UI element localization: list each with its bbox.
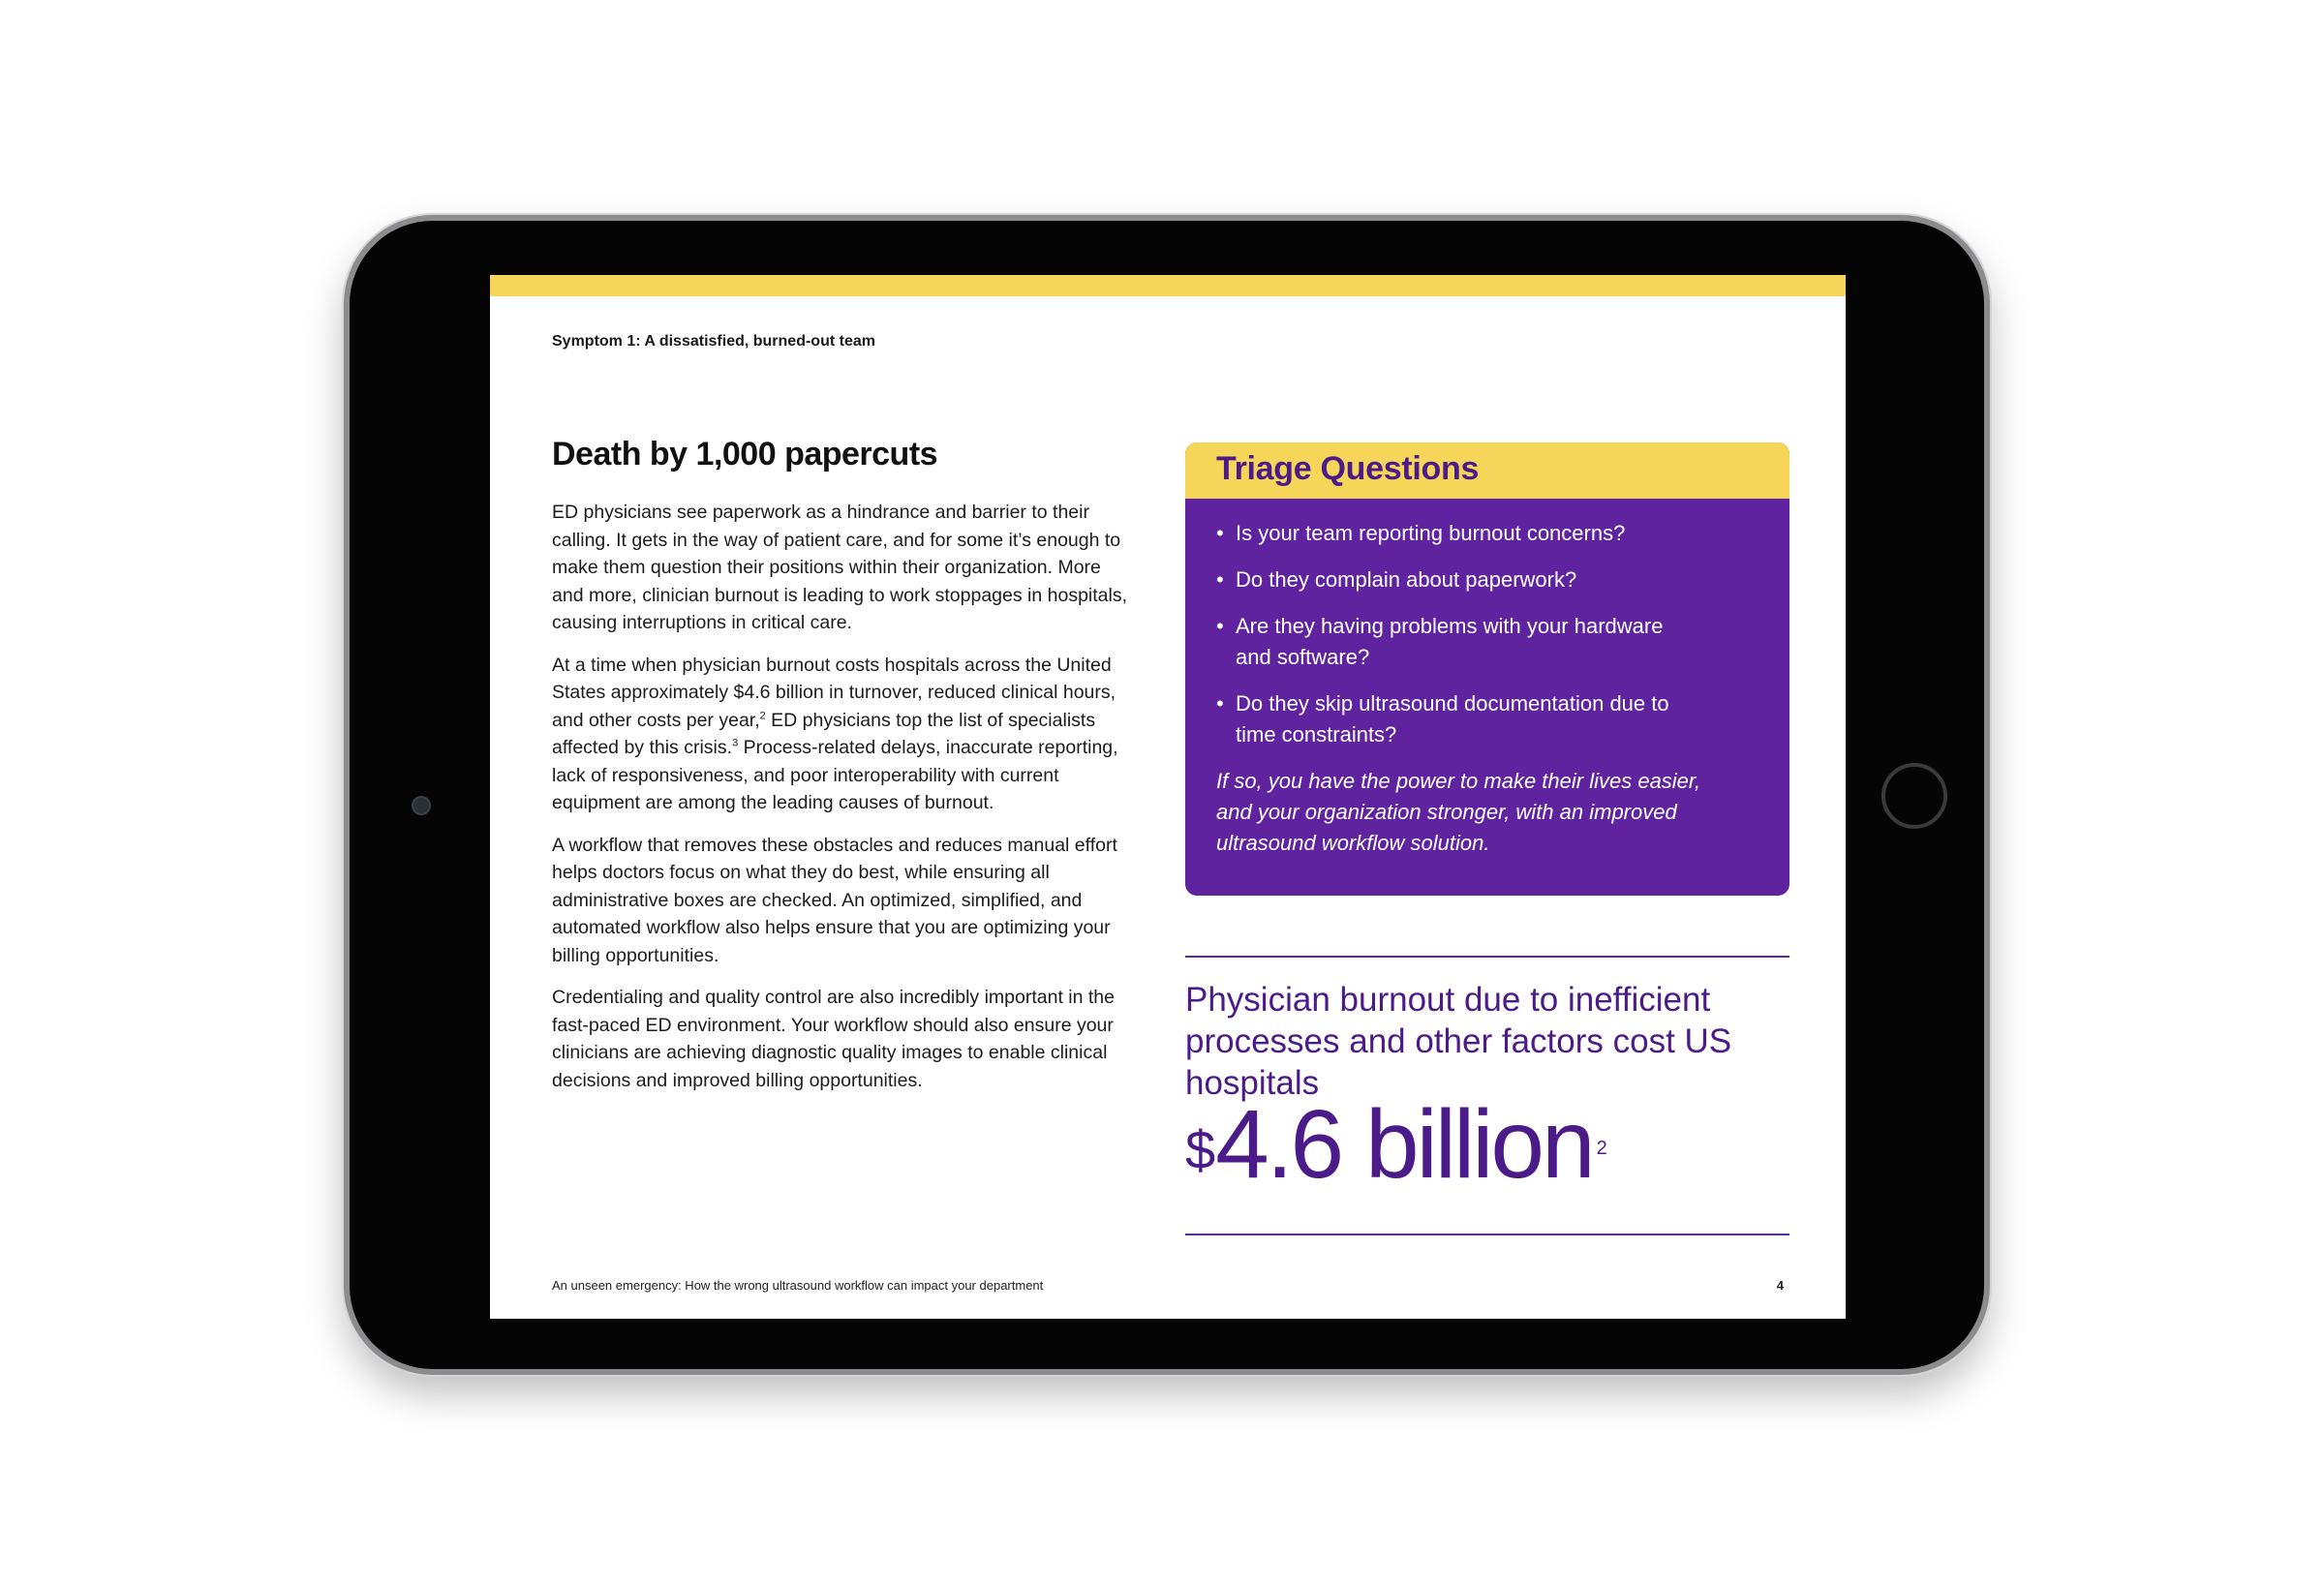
paragraph-1: ED physicians see paperwork as a hindrance and barrier to their calling. It gets in the way of patient care, and for some it’s enough to make them question their positions within their organization. More and more, clinician burnout is leading to work stoppages in hospitals, causing interruptions in critical care.	[552, 502, 1128, 633]
triage-questions-box	[1185, 442, 1789, 896]
page-number: 4	[1776, 1278, 1784, 1293]
paragraph-2-part-c: Process-related delays, inaccurate reporting, lack of responsiveness, and poor interoperability with current equipment are among the leading causes of burnout.	[552, 737, 1118, 813]
bullet-icon: •	[1216, 691, 1224, 716]
bullet-icon: •	[1216, 614, 1224, 638]
triage-question: • Are they having problems with your hardware and software?	[1216, 611, 1693, 673]
tablet-screen	[490, 275, 1846, 1319]
accent-bar	[490, 275, 1846, 296]
triage-question: • Do they skip ultrasound documentation due to time constraints?	[1216, 688, 1693, 750]
divider-bottom	[1185, 1234, 1789, 1235]
article-body	[552, 499, 1133, 1109]
article-title: Death by 1,000 papercuts	[552, 436, 938, 472]
triage-header	[1185, 442, 1789, 499]
footnote-ref: 2	[759, 710, 766, 721]
bullet-icon: •	[1216, 521, 1224, 545]
paragraph-2-part-b: ED physicians top the list of specialists affected by this crisis.	[552, 709, 1096, 758]
paragraph-4: Credentialing and quality control are also incredibly important in the fast-paced ED environment. Your workflow should also ensure your clinicians are achieving diagnostic quality images to enable clinical decisions and improved billing opportunities.	[552, 987, 1115, 1091]
bullet-icon: •	[1216, 567, 1224, 592]
stat-amount: 4.6 billion	[1215, 1090, 1593, 1199]
triage-title: Triage Questions	[1216, 450, 1480, 487]
triage-question: • Is your team reporting burnout concerns?	[1216, 518, 1693, 549]
triage-question: • Do they complain about paperwork?	[1216, 564, 1693, 595]
section-header: Symptom 1: A dissatisfied, burned-out team	[552, 333, 875, 350]
stat-value	[1185, 1090, 1607, 1199]
divider-top	[1185, 956, 1789, 958]
home-button[interactable]	[1881, 763, 1947, 829]
footnote-ref: 3	[732, 737, 739, 749]
paragraph-3: A workflow that removes these obstacles and reduces manual effort helps doctors focus on what they do best, while ensuring all administrative boxes are checked. An optimized, simplified, and automated workflow also helps ensure that you are optimizing your billing opportunities.	[552, 834, 1117, 966]
camera-icon	[412, 796, 431, 815]
paragraph-2	[552, 652, 1133, 817]
triage-question-list	[1185, 499, 1789, 750]
stat-caption: Physician burnout due to inefficient processes and other factors cost US hospitals	[1185, 981, 1732, 1102]
currency-symbol: $	[1185, 1119, 1216, 1180]
stat-footnote: 2	[1596, 1138, 1607, 1159]
triage-note: If so, you have the power to make their lives easier, and your organization stronger, with an improved ultrasound workflow solution.	[1216, 769, 1701, 855]
footer-text: An unseen emergency: How the wrong ultrasound workflow can impact your department	[552, 1278, 1044, 1293]
paragraph-2-part-a: At a time when physician burnout costs hospitals across the United States approximately $4.6 billion in turnover, reduced clinical hours, and other costs per year,	[552, 654, 1116, 731]
